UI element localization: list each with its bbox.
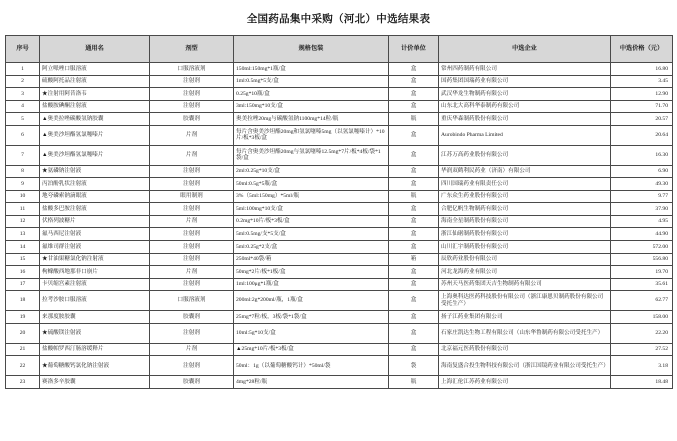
cell-unit: 盒 xyxy=(389,178,439,191)
cell-price: 27.52 xyxy=(611,343,673,356)
cell-spec: 2ml:0.25g*10支/盒 xyxy=(234,165,389,178)
cell-company: 合肥亿帆生物制药有限公司 xyxy=(439,203,611,216)
table-row xyxy=(6,165,673,178)
cell-name: 阿立哌唑口服溶液 xyxy=(40,63,150,76)
table-row xyxy=(6,190,673,203)
cell-unit: 箱 xyxy=(389,253,439,266)
cell-seq: 10 xyxy=(6,190,40,203)
cell-spec: 0.25g*10瓶/盒 xyxy=(234,88,389,101)
cell-company: 辰欣药业股份有限公司 xyxy=(439,253,611,266)
cell-form: 注射剂 xyxy=(150,228,234,241)
cell-price: 3.18 xyxy=(611,356,673,376)
table-row xyxy=(6,266,673,279)
cell-seq: 19 xyxy=(6,311,40,324)
cell-spec: 50mg*2片/板*1板/盒 xyxy=(234,266,389,279)
header-unit: 计价单位 xyxy=(389,36,439,63)
cell-form: 注射剂 xyxy=(150,88,234,101)
header-form: 剂型 xyxy=(150,36,234,63)
cell-unit: 盒 xyxy=(389,203,439,216)
table-row xyxy=(6,203,673,216)
table-row xyxy=(6,88,673,101)
cell-seq: 23 xyxy=(6,376,40,389)
cell-company: 上海奥科达医药科技股份有限公司（浙江康恩贝制药股份有限公司受托生产） xyxy=(439,291,611,311)
cell-unit: 盒 xyxy=(389,278,439,291)
cell-form: 注射剂 xyxy=(150,356,234,376)
table-row xyxy=(6,291,673,311)
cell-form: 注射剂 xyxy=(150,253,234,266)
table-row xyxy=(6,278,673,291)
cell-name: 硫酸阿托品注射液 xyxy=(40,75,150,88)
cell-name: 盐酸多巴胺注射液 xyxy=(40,203,150,216)
cell-form: 注射剂 xyxy=(150,100,234,113)
cell-form: 口服溶液剂 xyxy=(150,291,234,311)
cell-price: 62.77 xyxy=(611,291,673,311)
cell-spec: 200ml:2g*200ml/瓶，1瓶/盒 xyxy=(234,291,389,311)
cell-name: 地夸磷索钠滴眼液 xyxy=(40,190,150,203)
table-row xyxy=(6,241,673,254)
cell-unit: 瓶 xyxy=(389,113,439,126)
cell-name: 卡贝缩宫素注射液 xyxy=(40,278,150,291)
cell-spec: 50ml:0.5g*5瓶/盒 xyxy=(234,178,389,191)
table-row xyxy=(6,100,673,113)
cell-price: 556.80 xyxy=(611,253,673,266)
cell-name: 丙泊酚乳状注射液 xyxy=(40,178,150,191)
cell-company: 常州四药制药有限公司 xyxy=(439,63,611,76)
cell-unit: 盒 xyxy=(389,266,439,279)
results-table xyxy=(5,35,673,389)
cell-seq: 8 xyxy=(6,165,40,178)
cell-unit: 盒 xyxy=(389,228,439,241)
cell-unit: 盒 xyxy=(389,88,439,101)
cell-price: 16.30 xyxy=(611,145,673,165)
cell-form: 注射剂 xyxy=(150,241,234,254)
cell-seq: 9 xyxy=(6,178,40,191)
cell-spec: 10ml:5g*10支/盒 xyxy=(234,323,389,343)
cell-seq: 15 xyxy=(6,253,40,266)
cell-company: 山川汇宇制药股份有限公司 xyxy=(439,241,611,254)
cell-spec: 1ml:0.5mg*5支/盒 xyxy=(234,75,389,88)
page-title: 全国药品集中采购（河北）中选结果表 xyxy=(246,13,431,25)
cell-price: 44.90 xyxy=(611,228,673,241)
cell-spec: 5ml:100mg*10支/盒 xyxy=(234,203,389,216)
cell-company: 扬子江药业集团有限公司 xyxy=(439,311,611,324)
cell-seq: 4 xyxy=(6,100,40,113)
cell-unit: 盒 xyxy=(389,241,439,254)
cell-company: 四川国瑞药业有限责任公司 xyxy=(439,178,611,191)
cell-spec: ▲25mg*10片/板*3板/盒 xyxy=(234,343,389,356)
cell-unit: 瓶 xyxy=(389,376,439,389)
header-price: 中选价格（元） xyxy=(611,36,673,63)
header-spec: 规格包装 xyxy=(234,36,389,63)
header-name: 通用名 xyxy=(40,36,150,63)
cell-name: ▲奥美沙坦酯氢氯噻嗪片 xyxy=(40,145,150,165)
cell-price: 71.70 xyxy=(611,100,673,113)
cell-unit: 袋 xyxy=(389,356,439,376)
table-row xyxy=(6,113,673,126)
cell-seq: 7 xyxy=(6,145,40,165)
cell-company: 上海汇伦江苏药业有限公司 xyxy=(439,376,611,389)
table-row xyxy=(6,75,673,88)
cell-name: ▲奥美沙坦酯氢氯噻嗪片 xyxy=(40,125,150,145)
table-row xyxy=(6,253,673,266)
cell-name: ★氨磷钠注射液 xyxy=(40,165,150,178)
cell-seq: 17 xyxy=(6,278,40,291)
cell-unit: 瓶 xyxy=(389,190,439,203)
cell-spec: 每片含奥美沙坦酯20mg与氢氯噻嗪12.5mg*7片/板*4板/袋*1袋/盒 xyxy=(234,145,389,165)
cell-name: 氟马西尼注射液 xyxy=(40,228,150,241)
cell-price: 6.90 xyxy=(611,165,673,178)
cell-company: 北京福元医药股份有限公司 xyxy=(439,343,611,356)
cell-company: 国药集团国瑞药业有限公司 xyxy=(439,75,611,88)
cell-company: 石家庄凯达生物工程有限公司（山东华鲁制药有限公司受托生产） xyxy=(439,323,611,343)
table-row xyxy=(6,228,673,241)
table-row xyxy=(6,343,673,356)
cell-company: 华润双鹤利民药业（济南）有限公司 xyxy=(439,165,611,178)
table-row xyxy=(6,125,673,145)
cell-price: 12.90 xyxy=(611,88,673,101)
table-row xyxy=(6,323,673,343)
cell-price: 158.00 xyxy=(611,311,673,324)
cell-form: 口服溶液剂 xyxy=(150,63,234,76)
cell-unit: 盒 xyxy=(389,215,439,228)
cell-name: 伏格列波糖片 xyxy=(40,215,150,228)
cell-seq: 14 xyxy=(6,241,40,254)
cell-seq: 11 xyxy=(6,203,40,216)
cell-unit: 盒 xyxy=(389,63,439,76)
cell-seq: 1 xyxy=(6,63,40,76)
cell-price: 49.30 xyxy=(611,178,673,191)
cell-seq: 20 xyxy=(6,323,40,343)
cell-spec: 250ml*40袋/箱 xyxy=(234,253,389,266)
cell-spec: 0.2mg*10片/板*3板/盒 xyxy=(234,215,389,228)
cell-seq: 13 xyxy=(6,228,40,241)
cell-unit: 盒 xyxy=(389,311,439,324)
table-row xyxy=(6,145,673,165)
cell-unit: 盒 xyxy=(389,323,439,343)
table-row xyxy=(6,376,673,389)
cell-spec: 5ml:0.5mg/支*5支/盒 xyxy=(234,228,389,241)
cell-spec: 4mg*28粒/瓶 xyxy=(234,376,389,389)
table-row xyxy=(6,63,673,76)
cell-unit: 盒 xyxy=(389,75,439,88)
cell-price: 3.45 xyxy=(611,75,673,88)
cell-spec: 3%（5ml:150mg）*5ml/瓶 xyxy=(234,190,389,203)
cell-form: 注射剂 xyxy=(150,165,234,178)
header-seq: 序号 xyxy=(6,36,40,63)
cell-spec: 奥美拉唑20mg与碳酸氢钠1100mg*14粒/瓶 xyxy=(234,113,389,126)
cell-form: 片剂 xyxy=(150,343,234,356)
cell-seq: 16 xyxy=(6,266,40,279)
cell-company: 浙江仙琚制药股份有限公司 xyxy=(439,228,611,241)
cell-price: 9.77 xyxy=(611,190,673,203)
cell-seq: 5 xyxy=(6,113,40,126)
cell-form: 眼用制剂 xyxy=(150,190,234,203)
cell-seq: 2 xyxy=(6,75,40,88)
cell-spec: 25mg*7粒/板，3板/袋*1袋/盒 xyxy=(234,311,389,324)
cell-company: 苏州天马医药集团天吉生物制药有限公司 xyxy=(439,278,611,291)
cell-price: 4.95 xyxy=(611,215,673,228)
cell-company: 海南复盛合投生物科技有限公司（浙江国镜药业有限公司受托生产） xyxy=(439,356,611,376)
cell-name: ★葡萄糖酸钙氯化钠注射液 xyxy=(40,356,150,376)
cell-form: 注射剂 xyxy=(150,203,234,216)
cell-price: 16.80 xyxy=(611,63,673,76)
table-row xyxy=(6,215,673,228)
cell-price: 19.70 xyxy=(611,266,673,279)
cell-price: 37.90 xyxy=(611,203,673,216)
cell-form: 片剂 xyxy=(150,215,234,228)
cell-company: 河北龙海药业有限公司 xyxy=(439,266,611,279)
cell-price: 20.57 xyxy=(611,113,673,126)
cell-spec: 5ml:0.25g*2支/盒 xyxy=(234,241,389,254)
cell-form: 注射剂 xyxy=(150,178,234,191)
cell-unit: 盒 xyxy=(389,100,439,113)
cell-unit: 盒 xyxy=(389,343,439,356)
cell-name: ▲奥美拉唑碳酸氢钠胶囊 xyxy=(40,113,150,126)
cell-company: 江苏万高药业股份有限公司 xyxy=(439,145,611,165)
cell-name: ★注射用阿昔洛韦 xyxy=(40,88,150,101)
cell-form: 片剂 xyxy=(150,145,234,165)
cell-spec: 每片含奥美沙坦酯20mg和氢氯噻嗪5mg（以氢氯噻嗪计）*10片/板*3板/盒 xyxy=(234,125,389,145)
cell-seq: 22 xyxy=(6,356,40,376)
cell-price: 572.00 xyxy=(611,241,673,254)
cell-name: ★甘油果糖氯化钠注射液 xyxy=(40,253,150,266)
cell-company: 重庆华森制药股份有限公司 xyxy=(439,113,611,126)
cell-company: Aurobindo Pharma Limited xyxy=(439,125,611,145)
cell-form: 注射剂 xyxy=(150,75,234,88)
cell-price: 35.61 xyxy=(611,278,673,291)
cell-name: 赛洛多辛胶囊 xyxy=(40,376,150,389)
cell-seq: 6 xyxy=(6,125,40,145)
cell-company: 山东北大高科华泰制药有限公司 xyxy=(439,100,611,113)
cell-spec: 150ml:150mg*1瓶/盒 xyxy=(234,63,389,76)
cell-unit: 盒 xyxy=(389,165,439,178)
cell-name: 来那度胺胶囊 xyxy=(40,311,150,324)
header-row xyxy=(6,36,673,63)
table-row xyxy=(6,178,673,191)
cell-spec: 50ml：1g（以葡萄糖酸钙计）*50ml/袋 xyxy=(234,356,389,376)
cell-price: 20.64 xyxy=(611,125,673,145)
cell-name: 枸橼酸西地那非口崩片 xyxy=(40,266,150,279)
cell-price: 22.20 xyxy=(611,323,673,343)
cell-name: 盐酸帕罗西汀肠溶缓释片 xyxy=(40,343,150,356)
cell-company: 海南全星制药股份有限公司 xyxy=(439,215,611,228)
cell-form: 胶囊剂 xyxy=(150,311,234,324)
cell-form: 注射剂 xyxy=(150,278,234,291)
cell-spec: 3ml:150mg*10支/盒 xyxy=(234,100,389,113)
cell-seq: 21 xyxy=(6,343,40,356)
cell-unit: 盒 xyxy=(389,125,439,145)
cell-form: 胶囊剂 xyxy=(150,113,234,126)
cell-price: 18.48 xyxy=(611,376,673,389)
cell-form: 片剂 xyxy=(150,266,234,279)
cell-form: 胶囊剂 xyxy=(150,376,234,389)
cell-form: 注射剂 xyxy=(150,323,234,343)
cell-seq: 12 xyxy=(6,215,40,228)
cell-name: ★硫酸镁注射液 xyxy=(40,323,150,343)
cell-company: 武汉华龙生物制药有限公司 xyxy=(439,88,611,101)
cell-name: 盐酸胺碘酮注射液 xyxy=(40,100,150,113)
cell-spec: 1ml:100μg*1瓶/盒 xyxy=(234,278,389,291)
table-row xyxy=(6,356,673,376)
cell-unit: 盒 xyxy=(389,291,439,311)
cell-name: 氟维司群注射液 xyxy=(40,241,150,254)
cell-seq: 3 xyxy=(6,88,40,101)
table-row xyxy=(6,311,673,324)
cell-name: 拉考沙胺口服溶液 xyxy=(40,291,150,311)
cell-form: 片剂 xyxy=(150,125,234,145)
cell-seq: 18 xyxy=(6,291,40,311)
cell-unit: 盒 xyxy=(389,145,439,165)
header-company: 中选企业 xyxy=(439,36,611,63)
cell-company: 广东众生药业股份有限公司 xyxy=(439,190,611,203)
